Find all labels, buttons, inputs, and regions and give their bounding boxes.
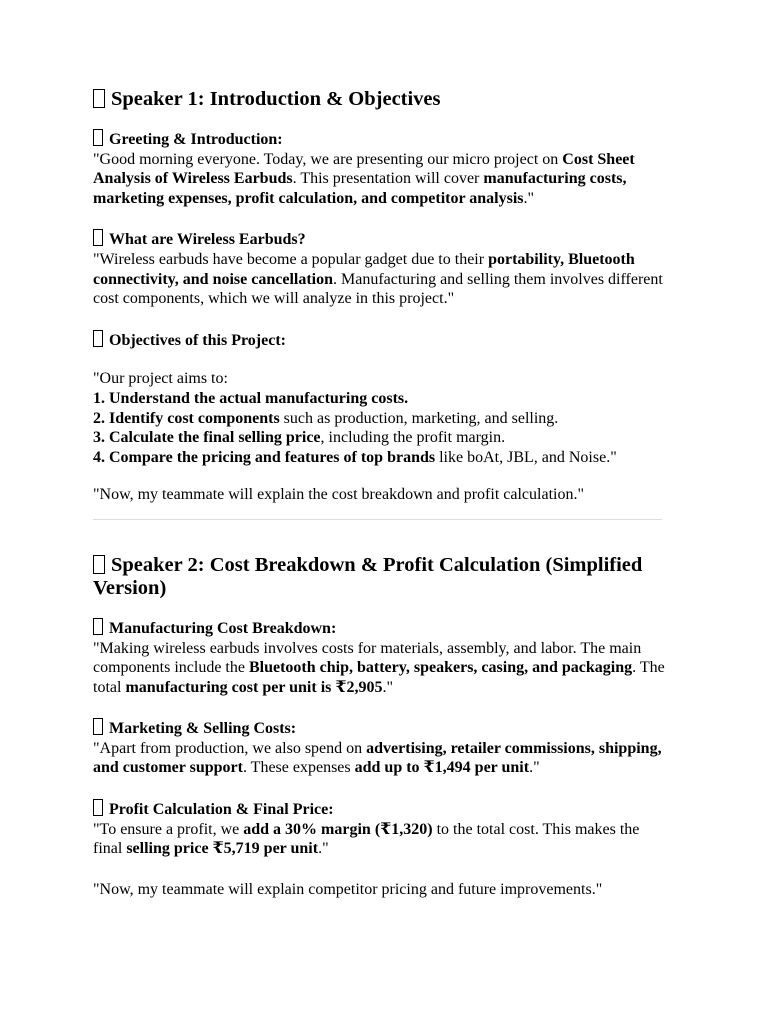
- speaker1-heading: [93, 88, 668, 111]
- objectives-heading: Objectives of this Project:: [93, 330, 668, 351]
- missing-glyph-icon: [93, 618, 103, 635]
- missing-glyph-icon: [93, 330, 103, 347]
- missing-glyph-icon: [93, 555, 105, 574]
- manufacturing-heading: Manufacturing Cost Breakdown:: [93, 618, 668, 639]
- profit-heading: Profit Calculation & Final Price:: [93, 799, 668, 820]
- speaker2-heading: [93, 554, 668, 600]
- objective-item-3: 3. Calculate the final selling price, including the profit margin.: [93, 429, 506, 447]
- manufacturing-paragraph: "Making wireless earbuds involves costs for materials, assembly, and labor. The main components include the Bluetooth chip, battery, speakers, casing, and packaging. The total manufacturing cost per unit is ₹2,905.": [93, 639, 665, 696]
- greeting-heading: Greeting & Introduction:: [93, 129, 668, 150]
- speaker2-closing: "Now, my teammate will explain competitor pricing and future improvements.": [93, 880, 603, 898]
- objective-item-2: 2. Identify cost components such as production, marketing, and selling.: [93, 409, 559, 427]
- marketing-paragraph: "Apart from production, we also spend on advertising, retailer commissions, shipping, and customer support. These expenses add up to ₹1,494 per unit.": [93, 739, 662, 777]
- speaker2-title: Speaker 2: Cost Breakdown & Profit Calculation (Simplified Version): [93, 553, 643, 599]
- what-heading: What are Wireless Earbuds?: [93, 229, 668, 250]
- marketing-heading: Marketing & Selling Costs:: [93, 718, 668, 739]
- profit-paragraph: "To ensure a profit, we add a 30% margin (₹1,320) to the total cost. This makes the final selling price ₹5,719 per unit.": [93, 820, 640, 858]
- what-paragraph: "Wireless earbuds have become a popular gadget due to their portability, Bluetooth connectivity, and noise cancellation. Manufacturing and selling them involves different cost components, which we will analyze in this project.": [93, 250, 663, 308]
- missing-glyph-icon: [93, 129, 103, 146]
- speaker1-closing: "Now, my teammate will explain the cost breakdown and profit calculation.": [93, 486, 584, 504]
- objective-item-1: 1. Understand the actual manufacturing costs.: [93, 389, 409, 407]
- missing-glyph-icon: [93, 229, 103, 246]
- greeting-paragraph: "Good morning everyone. Today, we are presenting our micro project on Cost Sheet Analysis of Wireless Earbuds. This presentation will cover manufacturing costs, marketing expenses, profit calculation, and competitor analysis.": [93, 150, 635, 207]
- document-page: [93, 88, 668, 899]
- objectives-list: [93, 369, 668, 467]
- missing-glyph-icon: [93, 718, 103, 735]
- missing-glyph-icon: [93, 799, 103, 816]
- missing-glyph-icon: [93, 89, 105, 108]
- objectives-intro: "Our project aims to:: [93, 370, 228, 388]
- objective-item-4: 4. Compare the pricing and features of top brands like boAt, JBL, and Noise.": [93, 448, 617, 466]
- speaker1-title: Speaker 1: Introduction & Objectives: [111, 88, 441, 110]
